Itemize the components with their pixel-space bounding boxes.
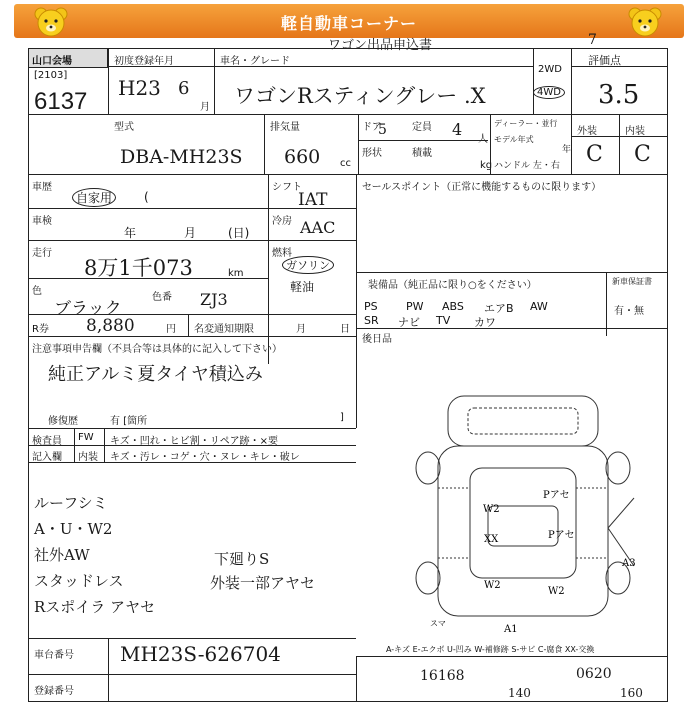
diagram-legend: A-キズ E-エクボ U-凹み W-補修跡 S-サビ C-腐食 XX-交換 — [386, 645, 595, 654]
kg-unit: kg — [480, 160, 493, 171]
ac-value: AAC — [300, 218, 336, 237]
repair-close: ] — [340, 412, 344, 423]
diagram-label: XX — [484, 534, 499, 545]
diagram-label: A1 — [504, 624, 518, 635]
remark-line: A・U・W2 — [34, 520, 113, 538]
sheet-code: [2103] — [34, 70, 68, 81]
km-unit: km — [228, 268, 244, 279]
name-grade-label: 車名・グレード — [220, 56, 290, 67]
footer-value-3: 140 — [508, 686, 531, 700]
equipment-item: SR — [364, 314, 379, 327]
recycle-label: R券 — [32, 324, 49, 335]
name-change-label: 名変通知期限 — [194, 324, 254, 335]
equipment-item: ナビ — [398, 316, 420, 329]
equipment-item: ABS — [442, 300, 464, 313]
displacement-label: 排気量 — [270, 122, 300, 133]
use-paren: ( — [144, 190, 149, 204]
first-reg-era: H23 — [118, 76, 161, 100]
diagram-label: A3 — [622, 558, 636, 569]
reg-label: 登録番号 — [34, 686, 74, 697]
shape-label: 形状 — [362, 148, 382, 159]
color-no-value: ZJ3 — [200, 290, 228, 309]
notes-handwritten: 純正アルミ夏タイヤ積込み — [48, 364, 263, 385]
bear-mascot-icon — [628, 6, 662, 38]
name-grade: ワゴンRスティングレー .X — [234, 84, 486, 108]
equipment-item: PS — [364, 300, 378, 313]
model-label: 型式 — [114, 122, 134, 133]
banner-title: 軽自動車コーナー — [280, 14, 417, 33]
interior-check-label: 内装 — [78, 452, 98, 463]
fuel-label: 燃料 — [272, 248, 292, 259]
car-damage-diagram — [408, 388, 638, 638]
inspection-day: (日) — [228, 226, 250, 240]
color-label: 色 — [32, 286, 42, 297]
repair-value: 有 [箇所 — [110, 416, 148, 427]
fw-label: FW — [78, 432, 94, 443]
name-change-month: 月 — [296, 324, 306, 335]
ac-label: 冷房 — [272, 216, 292, 227]
yen-unit: 円 — [166, 324, 176, 335]
auction-sheet — [28, 32, 668, 702]
color-value: ブラック — [54, 299, 122, 319]
top-right-fragment: 7 — [588, 32, 597, 48]
first-reg-label: 初度登録年月 — [114, 56, 174, 67]
year-unit: 年 — [562, 145, 572, 155]
lot-number: 6137 — [34, 88, 88, 115]
new-car-cert-value: 有・無 — [614, 306, 644, 317]
use-value: 自家用 — [72, 188, 116, 207]
postfix-label: 後日品 — [362, 334, 392, 345]
load-label: 積載 — [412, 148, 432, 159]
drive-2wd: 2WD — [538, 64, 562, 75]
exterior-grade: C — [586, 142, 603, 167]
equipment-item: AW — [530, 300, 548, 313]
exterior-label: 外装 — [577, 126, 597, 137]
fuel-gas: ガソリン — [282, 256, 334, 274]
equipment-item: PW — [406, 300, 424, 313]
drive-4wd: 4WD — [533, 86, 565, 99]
new-car-cert-label: 新車保証書 — [612, 277, 652, 286]
remark-line: スタッドレス — [34, 572, 124, 590]
diagram-label: W2 — [548, 586, 565, 597]
model-year-label: モデル年式 — [494, 135, 534, 144]
footer-value-2: 0620 — [576, 666, 612, 682]
fw-codes: キズ・凹れ・ヒビ割・リペア跡・×要 — [110, 436, 278, 447]
mileage-value: 8万1千073 — [84, 256, 193, 280]
door-label: ドア — [362, 122, 382, 133]
auction-house-label: 山口会場 — [32, 56, 72, 67]
name-change-day: 日 — [340, 324, 350, 335]
person-unit: 人 — [478, 134, 488, 145]
diagram-label: Pアセ — [543, 490, 570, 501]
remark-line: Rスポイラ アヤセ — [34, 598, 156, 616]
use-label: 車歴 — [32, 182, 52, 193]
form-title: ワゴン出品申込書 — [328, 38, 433, 53]
equipment-item: TV — [436, 314, 451, 327]
score-value: 3.5 — [598, 80, 640, 110]
first-reg-month: 6 — [178, 78, 190, 99]
remark-line: ルーフシミ — [34, 494, 108, 512]
inspector-label-2: 記入欄 — [32, 452, 62, 463]
diagram-label: W2 — [484, 580, 501, 591]
inspection-label: 車検 — [32, 216, 52, 227]
capacity-label: 定員 — [412, 122, 432, 133]
remark-right-2: 外装一部アヤセ — [210, 574, 316, 592]
handle-label: ハンドル 左・右 — [494, 161, 560, 171]
chassis-value: MH23S-626704 — [120, 642, 281, 666]
interior-grade: C — [634, 142, 651, 167]
banner — [14, 4, 684, 38]
auction-house-box — [28, 48, 108, 68]
fuel-light-oil: 軽油 — [290, 280, 315, 294]
equipment-label: 装備品（純正品に限り○をください） — [368, 280, 537, 291]
color-no-label: 色番 — [152, 292, 172, 303]
interior-codes: キズ・汚レ・コゲ・穴・ヌレ・キレ・破レ — [110, 452, 300, 463]
recycle-value: 8,880 — [86, 316, 135, 336]
equipment-item: カワ — [474, 316, 496, 329]
score-label: 評価点 — [588, 54, 621, 67]
footer-value-1: 16168 — [420, 668, 465, 684]
displacement-value: 660 — [284, 146, 321, 168]
inspection-year: 年 — [124, 226, 137, 240]
footer-value-4: 160 — [620, 686, 643, 700]
inspector-label-1: 検査員 — [32, 436, 62, 447]
capacity-value: 4 — [452, 120, 463, 139]
shift-label: シフト — [272, 182, 302, 193]
cc-unit: cc — [340, 158, 351, 169]
diagram-label: スマ — [430, 619, 446, 628]
dealer-label: ディーラー・並行 — [494, 119, 558, 128]
remark-right-1: 下廻りS — [214, 550, 270, 568]
notes-label: 注意事項申告欄（不具合等は具体的に記入して下さい） — [32, 344, 282, 355]
inspection-month: 月 — [184, 226, 197, 240]
sales-point-label: セールスポイント（正常に機能するものに限ります） — [362, 182, 602, 193]
remark-line: 社外AW — [34, 546, 90, 564]
chassis-label: 車台番号 — [34, 650, 74, 661]
repair-label: 修復歴 — [48, 416, 78, 427]
shift-value: IAT — [298, 190, 328, 210]
interior-label: 内装 — [625, 126, 645, 137]
mileage-label: 走行 — [32, 248, 52, 259]
diagram-label: Pアセ — [548, 530, 575, 541]
diagram-label: W2 — [483, 504, 500, 515]
equipment-item: エアB — [484, 302, 514, 315]
doors-value: 5 — [378, 122, 387, 138]
month-unit: 月 — [200, 102, 210, 113]
model-value: DBA-MH23S — [120, 146, 243, 168]
